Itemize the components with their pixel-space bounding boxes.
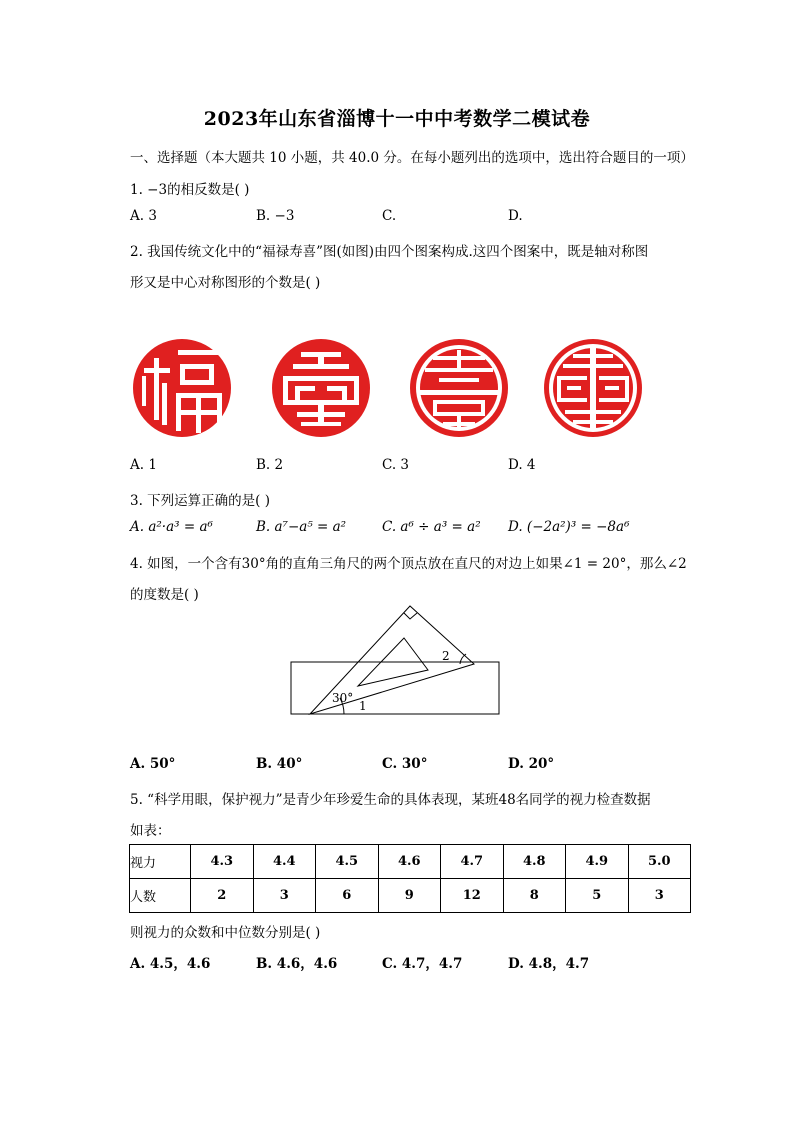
question-5-stem-line1: 5. “科学用眼，保护视力”是青少年珍爱生命的具体表现，某班48名同学的视力检查数据: [130, 792, 651, 808]
page-title: 2023年山东省淄博十一中中考数学二模试卷: [203, 108, 591, 130]
row-label-count: 人数: [130, 879, 191, 913]
table-cell: 5.0: [628, 845, 691, 879]
q2-option-a[interactable]: A. 1: [130, 457, 157, 473]
xi-emblem-icon: [543, 338, 643, 438]
ruler-triangle-figure: [288, 602, 502, 718]
question-5-stem-line3: 则视力的众数和中位数分别是( ): [130, 925, 321, 941]
q2-option-d[interactable]: D. 4: [508, 457, 536, 473]
table-row: [130, 879, 691, 913]
question-1-stem: 1. −3的相反数是( ): [130, 182, 250, 198]
table-cell: 4.9: [566, 845, 629, 879]
table-cell: 3: [253, 879, 316, 913]
q3-option-a[interactable]: A. a²·a³ = a⁶: [130, 519, 213, 535]
question-5-stem-line2: 如表：: [130, 823, 171, 839]
q1-option-d[interactable]: D.: [508, 208, 523, 224]
table-cell: 5: [566, 879, 629, 913]
q1-option-c[interactable]: C.: [382, 208, 397, 224]
angle-1-label: 1: [359, 699, 367, 713]
table-cell: 4.7: [441, 845, 504, 879]
q1-option-b[interactable]: B. −3: [256, 208, 295, 224]
table-cell: 4.3: [191, 845, 254, 879]
question-2-stem-line2: 形又是中心对称图形的个数是( ): [130, 275, 321, 291]
q3-option-d[interactable]: D. (−2a²)³ = −8a⁶: [508, 519, 630, 535]
table-cell: 6: [316, 879, 379, 913]
question-3-stem: 3. 下列运算正确的是( ): [130, 493, 270, 509]
question-4-stem-line1: 4. 如图，一个含有30°角的直角三角尺的两个顶点放在直尺的对边上如果∠1 = 20°，那么∠2: [130, 556, 687, 572]
q4-option-d[interactable]: D. 20°: [508, 756, 555, 772]
table-cell: 9: [378, 879, 441, 913]
q5-option-a[interactable]: A. 4.5，4.6: [130, 956, 211, 972]
q5-option-d[interactable]: D. 4.8，4.7: [508, 956, 590, 972]
table-cell: 8: [503, 879, 566, 913]
angle-30-label: 30°: [332, 691, 354, 705]
q3-option-b[interactable]: B. a⁷−a⁵ = a²: [256, 519, 347, 535]
q4-option-c[interactable]: C. 30°: [382, 756, 428, 772]
q1-option-a[interactable]: A. 3: [130, 208, 157, 224]
question-4-stem-line2: 的度数是( ): [130, 587, 199, 603]
row-label-vision: 视力: [130, 845, 191, 879]
q5-option-b[interactable]: B. 4.6，4.6: [256, 956, 338, 972]
table-cell: 4.5: [316, 845, 379, 879]
vision-table: [129, 844, 691, 913]
table-cell: 12: [441, 879, 504, 913]
q3-option-c[interactable]: C. a⁶ ÷ a³ = a²: [382, 519, 481, 535]
fu-emblem-icon: [132, 338, 232, 438]
section-heading: 一、选择题（本大题共 10 小题，共 40.0 分。在每小题列出的选项中，选出符合题目的一项）: [130, 150, 694, 166]
q2-option-c[interactable]: C. 3: [382, 457, 410, 473]
shou-emblem-icon: [409, 338, 509, 438]
q5-option-c[interactable]: C. 4.7，4.7: [382, 956, 463, 972]
table-row: [130, 845, 691, 879]
table-cell: 3: [628, 879, 691, 913]
table-cell: 4.8: [503, 845, 566, 879]
angle-2-label: 2: [442, 649, 450, 663]
q2-option-b[interactable]: B. 2: [256, 457, 284, 473]
question-2-stem-line1: 2. 我国传统文化中的“福禄寿喜”图(如图)由四个图案构成.这四个图案中，既是轴对称图: [130, 244, 649, 260]
q4-option-a[interactable]: A. 50°: [130, 756, 176, 772]
lu-emblem-icon: [271, 338, 371, 438]
table-cell: 4.4: [253, 845, 316, 879]
table-cell: 2: [191, 879, 254, 913]
q4-option-b[interactable]: B. 40°: [256, 756, 303, 772]
table-cell: 4.6: [378, 845, 441, 879]
